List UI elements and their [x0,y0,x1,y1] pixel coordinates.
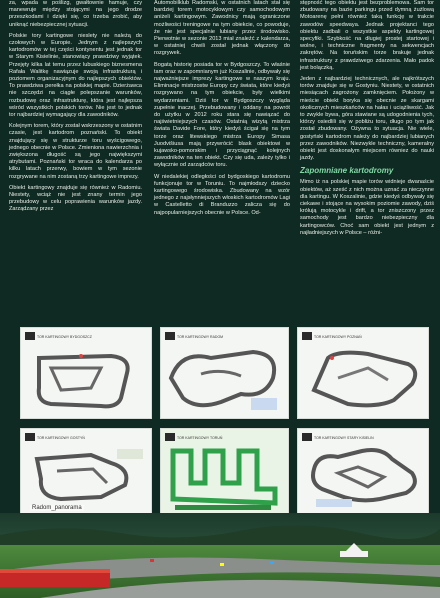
paragraph: Mimo iż na polskiej mapie torów widnieje dwanaście obiektów, aż sześć z nich można uznać za nieczynne dla kartingu. W Koszalinie, gdzie kiedyś odbywały się ciekawe i stojące na wysokim poziomie zawody, dziś królują motocykle i drift, a tor zniszczony przez samochody jest bardzo niebezpieczny dla kartingowców. Choć sam obiekt jest jednym z najładniejszych w Polsce – róźni- [300,179,434,236]
map-label: TOR KARTINGOWY RADOM [177,335,224,339]
track-map-gostyn [20,428,152,515]
track-map-bydgoszcz [20,327,152,419]
map-label: TOR KARTINGOWY GOSTYŃ [37,436,85,440]
article-column-2 [154,0,290,221]
track-map-poznan [297,327,429,419]
map-label: TOR KARTINGOWY TORUŃ [177,436,223,440]
section-heading: Zapomniane kartodromy [300,166,394,176]
track-map-radom [160,327,289,419]
paragraph: Polskie tory kartingowe nieslety nie należą do czołowych w Europie. Jednym z najlepszych kartodromów w tej części kontynentu jest jednak tor w Starym Kisielinie, stanowiący prawdziwy wyjątek. Przejęty kilka lat temu przez lubuskiego biznesmena Rafała Walitkę nawiązuje swoją infrastrukturą i poziomem organizacyjnym do najlepszych obiektów. To prawdziwa perełka na polskiej mapie. Dzierżawca nie szczędzi na ciągłe polepszanie warunków, rozbudowę oraz infrastrukturę, która jest najlepsza wśród wszystkich polskich torów. Nie jest to jednak tor najbardziej wymagający dla zawodników. [9,32,142,119]
paragraph: za, wpada w poślizg, gwałtownie hamuje, czy manewruje między stojącymi na jego drodze przeszkodami i dzięki się, co trzeba zrobić, aby uniknąć niebezpiecznej sytuacji. [9,0,142,28]
paragraph: Bogatą historię posiada tor w Bydgoszczy. To właśnie tam oraz w zapomnianym już Koszalinie, odbywały się najważniejsze imprezy kartingowe w naszym kraju. Eliminacje mistrzostw Europy czy świata, które kiedyś rozgrywano na tym obiekcie, były wielkimi wydarzeniami. Dziś tor w Bydgoszczy wygląda zupełnie inaczej. Przebudowany i oddany na powrót do użytku w 2012 roku stara się nawiązać do najświetniejszych czasów. Ostatnią wizytą mistrza świata Davide Fore, który kiedyś ścigał się na tym torze oraz litewskiego mistrza Europy Simasa Juodvišiusa mają przywrócić blask obiektowi w kujawsko-pomorskim i przyciągnąć kolejnych zawodników na ten obiekt. Czy się uda, zależy tylko i wyłącznie od zarządców toru. [154,61,290,169]
paragraph: W niedalekiej odległości od bydgoskiego kartodromu funkcjonuje tor w Toruniu. To najmłodszy dziecko kartingowego środowiska. Zbudowany na wzór jednego z najsłynniejszych włoskich kartodromów Lagi w Castelletto di Branduzzo zalicza się do najpopularniejszych obecnie w Polsce. Od- [154,173,290,216]
radom-panorama-photo [0,513,440,598]
map-label: TOR KARTINGOWY BYDGOSZCZ [37,335,92,339]
article-column-3 [300,0,434,241]
paragraph: Automobilklub Radomski, w ostatnich latach stał się bardziej torem motocyklowym czy samochodowym aniżeli kartingowym. Zawodnicy mają ograniczone możliwości treningowe na tym obiekcie, co powoduje, że nie jest specjalnie lubiany przez środowisko. Pierwotnie w sezonie 2013 miał znaleźć z kalendarza, w ostatniej chwili został jednak włączony do rozgrywek. [154,0,290,57]
article-column-1 [9,0,142,218]
paragraph: Kolejnym torem, który został wskrzeszony w ostatnim czasie, jest kartodrom poznański. To obiekt znajdujący się w strukturze toru wyścigowego, jednego obecnie w Polsce. Zmieniona nawierzchnia i zwiększona długość są jego największymi atrybutami. Poznański tor wraca do kalendarza po kilku latach przerwy, bowiem w tym sezonie rozgrywane na nim zostaną trzy kartingowe imprezy. [9,123,142,180]
paragraph: Jeden z najbardziej technicznych, ale najkrótszych torów znajduje się w Gostyniu. Niestety, w ostatnich miesiącach zagrożony zamknięciem. Położony w mieście obiekt boryka się obecnie ze skargami okolicznych mieszkańców na hałas i uciążliwość. Jak to zwykle bywa, góra stawiane są udogodnienia tych, którzy osiedlili się w pobliżu toru, długo po tym jak został zbudowany. Ożywna to sytuacja. Nie wiele, gostyński kartodrom należy do najbardziej lubianych przez zawodników. Niezwykle techniczny, kameralny obiekt jest doskonałym miejscem równiez do nauki jazdy. [300,76,434,162]
photo-caption: Radom_panorama [32,505,82,511]
paragraph: Obiekt kartingowy znajduje się również w Radomiu. Niestety, wciąż nie jest znany termin jego przebudowy w celu poprawienia warunków jazdy. Zarządzany przez [9,184,142,213]
map-label: TOR KARTINGOWY STARY KISIELIN [314,436,374,440]
track-map-torun [160,428,289,515]
map-label: TOR KARTINGOWY POZNAŃ [314,335,362,339]
paragraph: stępność tego obiektu jest bezproblemowa. Sam tor zbudowany na bazie parkingu przed dymną żużlową Motoarenę pełni również taką funkcję w trakcie zawodów speedwaya. Jednak projektanci tego obiektu zadbali o wszystkie aspekty kartingowej specyfiki. Szybkość na długiej prostej startowej i wolne, i techniczne fragmenty na sekwencjach zakrętów. Na toruńskim torze brakuje jednak infrastruktury z prawdziwego zdarzenia. Mało padok jest bolączką. [300,0,434,71]
track-map-stary-kisielin [297,428,429,515]
